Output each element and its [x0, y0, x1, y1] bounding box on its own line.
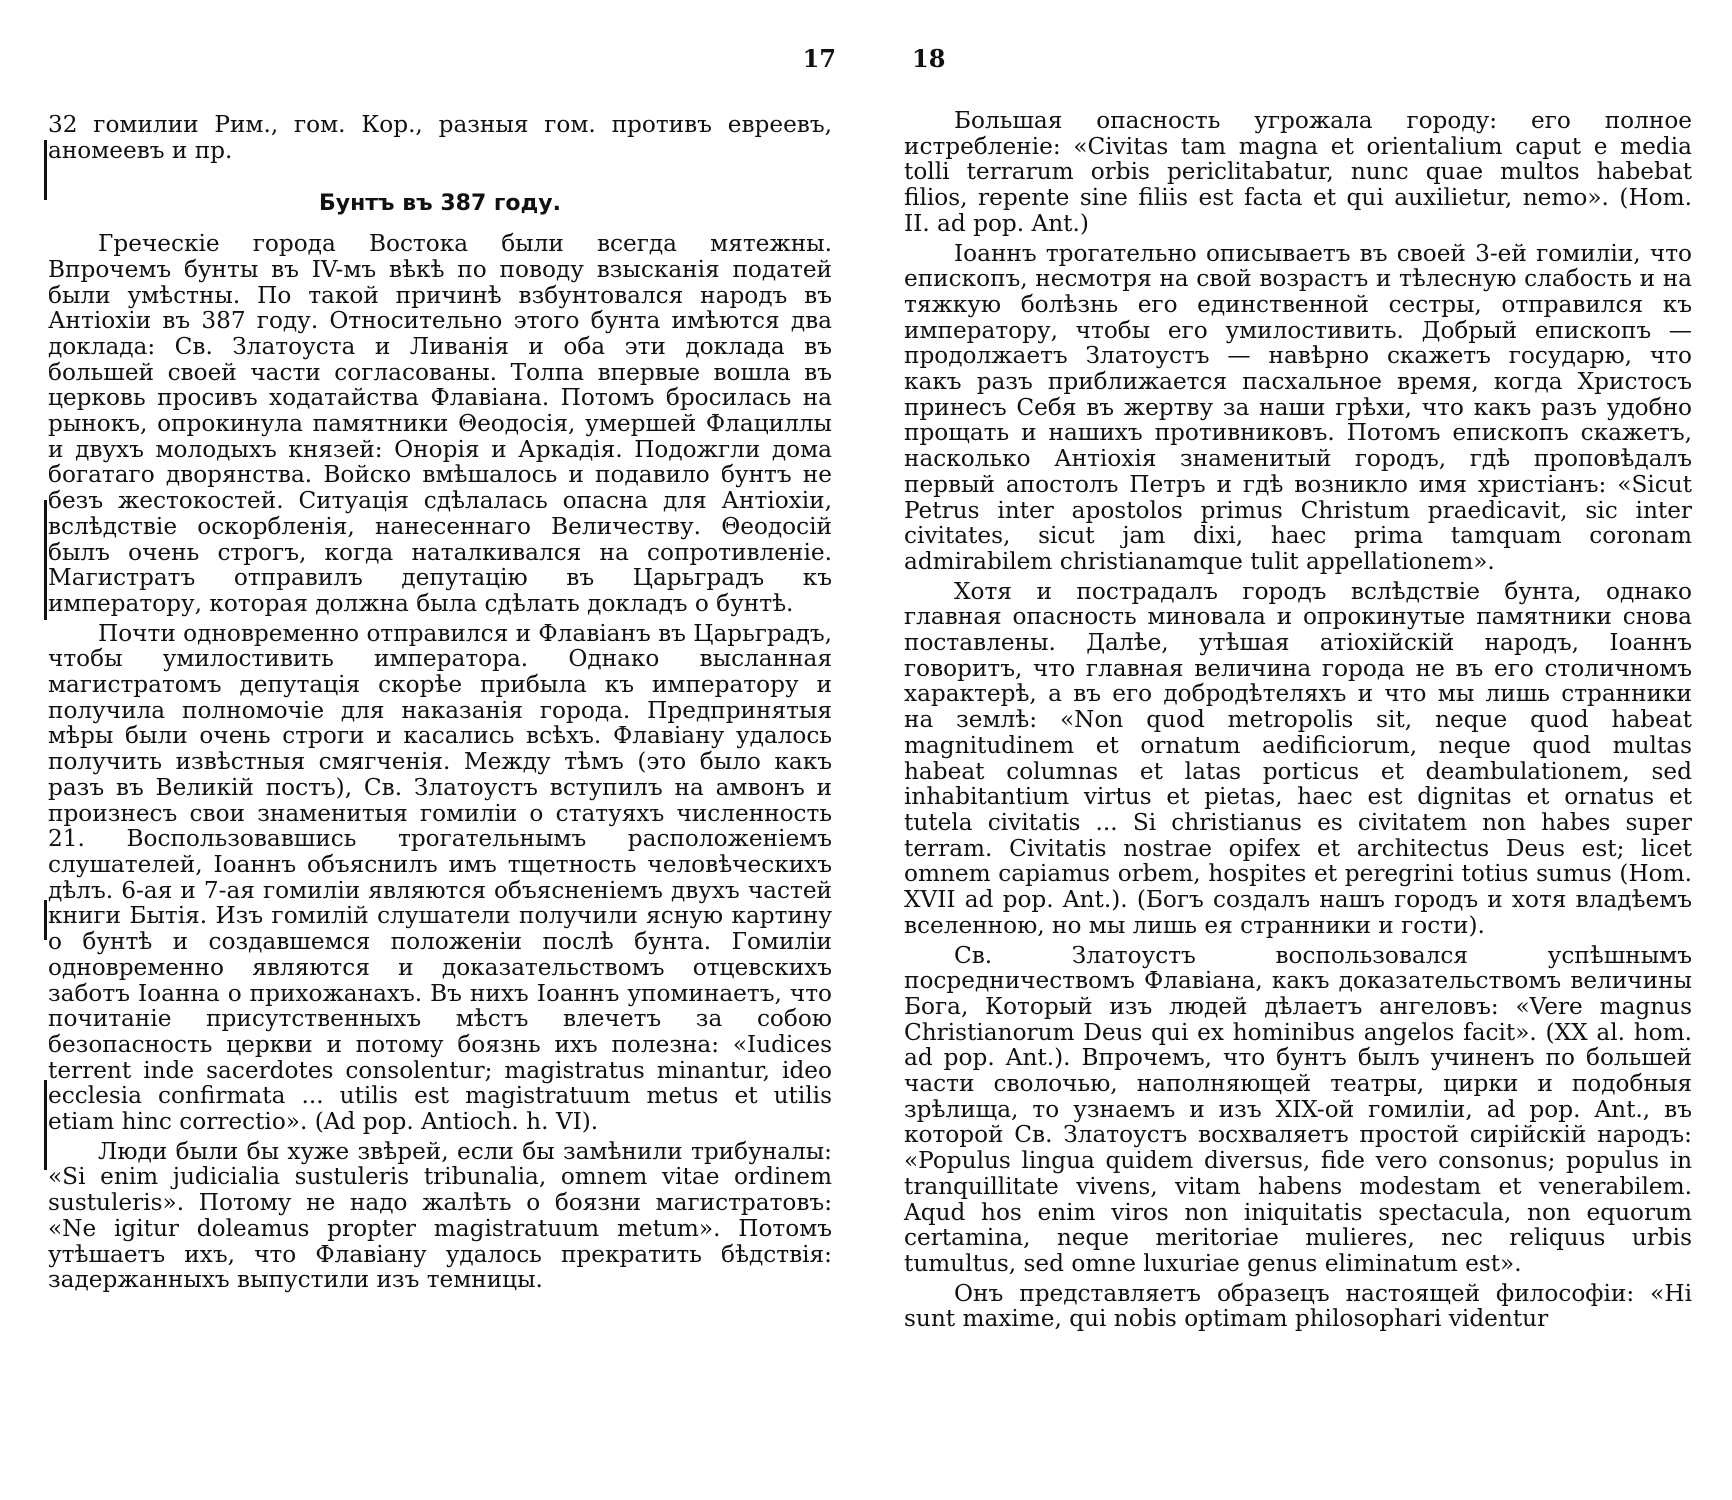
paragraph: Онъ представляетъ образецъ настоящей философіи: «Hi sunt maxime, qui nobis optimam philosophari videntur: [904, 1279, 1692, 1333]
page-number: 17: [802, 44, 836, 73]
paragraph: Большая опасность угрожала городу: его полное истребленіе: «Civitas tam magna et orientalium caput e media tolli terrarum orbis periclitabatur, nunc quae multos habebat filios, repente sine filiis est facta et qui auxilietur, nemo». (Hom. II. ad pop. Ant.): [904, 107, 1692, 237]
paragraph: Св. Златоустъ воспользовался успѣшнымъ посредничествомъ Флавіана, какъ доказательствомъ величины Бога, Который изъ людей дѣлаетъ ангеловъ: «Vere magnus Christianorum Deus qui ex hominibus angelos facit». (XX al. hom. ad pop. Ant.). Впрочемъ, что бунтъ былъ учиненъ по большей части сволочью, наполняющей театры, цирки и подобныя зрѣлища, то узнаемъ и изъ XIX-ой гомиліи, ad pop. Ant., въ которой Св. Златоустъ восхваляетъ простой сирійскій народъ: «Populus lingua quidem diversus, fide vero consonus; populus in tranquillitate vivens, vitam habens modestam et venerabilem. Aqud hos enim viros non iniquitatis spectacula, non equorum certamina, neque meritoriae mulieres, nec reliquus urbis tumultus, sed omne luxuriae genus eliminatum est».: [904, 941, 1692, 1277]
paragraph: Греческіе города Востока были всегда мятежны. Впрочемъ бунты въ IV-мъ вѣкѣ по поводу взысканія податей были умѣстны. По такой причинѣ взбунтовался народъ въ Антіохіи въ 387 году. Относительно этого бунта имѣются два доклада: Св. Златоуста и Ливанія и оба эти доклада въ большей своей части согласованы. Толпа впервые вошла въ церковь просивъ ходатайства Флавіана. Потомъ бросилась на рынокъ, опрокинула памятники Θеодосія, умершей Флациллы и двухъ молодыхъ князей: Онорія и Аркадія. Подожгли дома богатаго дворянства. Войско вмѣшалось и подавило бунтъ не безъ жестокостей. Ситуація сдѣлалась опасна для Антіохіи, вслѣдствіе оскорбленія, нанесеннаго Величеству. Θеодосій былъ очень строгъ, когда наталкивался на сопротивленіе. Магистратъ отправилъ депутацію въ Царьградъ къ императору, которая должна была сдѣлать докладъ о бунтѣ.: [48, 230, 832, 617]
opening-paragraph: 32 гомилии Рим., гом. Кор., разныя гом. противъ евреевъ, аномеевъ и пр.: [48, 111, 832, 164]
right-page: [866, 0, 1732, 1500]
left-text-column: [48, 112, 832, 1293]
paragraph: Люди были бы хуже звѣрей, если бы замѣнили трибуналы: «Si enim judicialia sustuleris tribunalia, omnem vitae ordinem sustuleris». Потому не надо жалѣть о боязни магистратовъ: «Ne igitur doleamus propter magistratuum metum». Потомъ утѣшаетъ ихъ, что Флавіану удалось прекратить бѣдствія: задержанныхъ выпустили изъ темницы.: [48, 1137, 832, 1294]
paragraph: Іоаннъ трогательно описываетъ въ своей 3-ей гомиліи, что епископъ, несмотря на свой возрастъ и тѣлесную слабость и на тяжкую болѣзнь его единственной сестры, отправился къ императору, чтобы его умилостивить. Добрый епископъ — продолжаетъ Златоустъ — навѣрно скажетъ государю, что какъ разъ приближается пасхальное время, когда Христосъ принесъ Себя въ жертву за наши грѣхи, что какъ разъ удобно прощать и нашихъ противниковъ. Потомъ епископъ скажетъ, насколько Антіохія знаменитый городъ, гдѣ проповѣдалъ первый апостолъ Петръ и гдѣ возникло имя христіанъ: «Sicut Petrus inter apostolos primus Christum praedicavit, sic inter civitates, sicut jam dixi, haec prima tamquam coronam admirabilem christianamque tulit appellationem».: [904, 239, 1692, 575]
paragraph: Хотя и пострадалъ городъ вслѣдствіе бунта, однако главная опасность миновала и опрокинутые памятники снова поставлены. Далѣе, утѣшая атіохійскій народъ, Іоаннъ говоритъ, что главная величина города не въ его столичномъ характерѣ, а въ его добродѣтеляхъ и что мы лишь странники на землѣ: «Non quod metropolis sit, neque quod habeat magnitudinem et ornatum aedificiorum, neque quod multas habeat columnas et latas porticus et deambulationem, sed inhabitantium virtus et pietas, haec est dignitas et ornatus et tutela civitatis ... Si christianus es civitatem non habes super terram. Civitatis nostrae opifex et architectus Deus est; licet omnem capiamus orbem, hospites et peregrini totius sumus (Hom. XVII ad pop. Ant.). (Богъ создалъ нашъ городъ и хотя владѣемъ вселенною, но мы лишь ея странники и гости).: [904, 577, 1692, 939]
section-title: Бунтъ въ 387 году.: [318, 191, 562, 217]
page-number: 18: [912, 44, 946, 73]
right-text-column: [904, 108, 1692, 1332]
paragraph: Почти одновременно отправился и Флавіанъ въ Царьградъ, чтобы умилостивить императора. Однако высланная магистратомъ депутація скорѣе прибыла къ императору и получила полномочіе для наказанія города. Предпринятыя мѣры были очень строги и касались всѣхъ. Флавіану удалось получить извѣстныя смягченія. Между тѣмъ (это было какъ разъ въ Великій постъ), Св. Златоустъ вступилъ на амвонъ и произнесъ свои знаменитыя гомиліи о статуяхъ численность 21. Воспользовавшись трогательнымъ расположеніемъ слушателей, Іоаннъ объяснилъ имъ тщетность человѣческихъ дѣлъ. 6-ая и 7-ая гомиліи являются объясненіемъ двухъ частей книги Бытія. Изъ гомилій слушатели получили ясную картину о бунтѣ и создавшемся положеніи послѣ бунта. Гомиліи одновременно являются и доказательствомъ отцевскихъ заботъ Іоанна о прихожанахъ. Въ нихъ Іоаннъ упоминаетъ, что почитаніе присутственныхъ мѣстъ влечетъ за собою безопасность церкви и потому боязнь ихъ полезна: «Iudices terrent inde sacerdotes consolentur; magistratus minantur, ideo ecclesia confirmata ... utilis est magistratuum metus et utilis etiam hinc correctio». (Ad pop. Antioch. h. VI).: [48, 619, 832, 1136]
